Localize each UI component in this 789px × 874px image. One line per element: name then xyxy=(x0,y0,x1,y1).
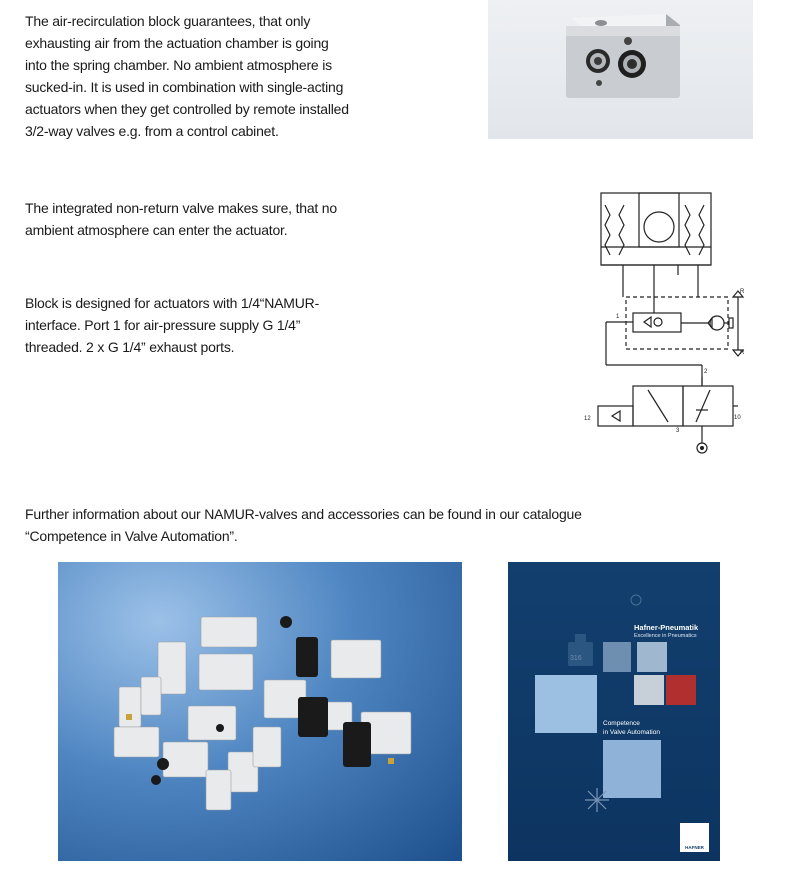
intro-line: sucked-in. It is used in combination with single-acting xyxy=(25,79,344,95)
intro-line: actuators when they get controlled by remote installed xyxy=(25,101,349,117)
further-info-line: Further information about our NAMUR-valves and accessories can be found in our catalogue xyxy=(25,506,582,522)
intro-line: 3/2-way valves e.g. from a control cabinet. xyxy=(25,123,279,139)
catalogue-competence-line: Competence xyxy=(603,720,640,727)
namur-valves-accessories-photo xyxy=(58,562,462,861)
hafner-logo-text: HAFNER xyxy=(685,845,704,850)
catalogue-brand: Hafner-Pneumatik xyxy=(634,623,699,632)
catalogue-cover xyxy=(508,562,720,861)
port-label-10: 10 xyxy=(734,415,741,421)
port-label-12: 12 xyxy=(584,416,591,422)
port-label-3: 3 xyxy=(676,428,680,434)
intro-line: The air-recirculation block guarantees, that only xyxy=(25,13,311,29)
catalogue-tagline: Excellence in Pneumatics xyxy=(634,633,697,639)
non-return-line: ambient atmosphere can enter the actuator. xyxy=(25,222,288,238)
intro-line: into the spring chamber. No ambient atmosphere is xyxy=(25,57,332,73)
port-label-1: 1 xyxy=(616,314,620,320)
namur-line: Block is designed for actuators with 1/4“NAMUR- xyxy=(25,295,320,311)
catalogue-badge-316: 316 xyxy=(570,655,582,662)
recirculation-block-photo xyxy=(488,0,753,139)
further-info-line: “Competence in Valve Automation”. xyxy=(25,528,238,544)
catalogue-competence-line: in Valve Automation xyxy=(603,729,660,736)
namur-line: interface. Port 1 for air-pressure supply G 1/4” xyxy=(25,317,301,333)
intro-line: exhausting air from the actuation chamber is going xyxy=(25,35,329,51)
port-label-r-top: R xyxy=(740,289,745,295)
non-return-paragraph xyxy=(25,197,337,241)
port-label-2: 2 xyxy=(704,369,708,375)
namur-paragraph xyxy=(25,292,319,358)
pneumatic-schematic-diagram xyxy=(578,185,748,460)
intro-paragraph xyxy=(25,10,349,142)
catalogue-competence-title xyxy=(603,719,660,737)
hafner-logo xyxy=(680,823,709,852)
port-label-r-bottom: R xyxy=(740,350,745,356)
further-info-paragraph xyxy=(25,503,582,547)
namur-line: threaded. 2 x G 1/4” exhaust ports. xyxy=(25,339,235,355)
non-return-line: The integrated non-return valve makes sure, that no xyxy=(25,200,337,216)
